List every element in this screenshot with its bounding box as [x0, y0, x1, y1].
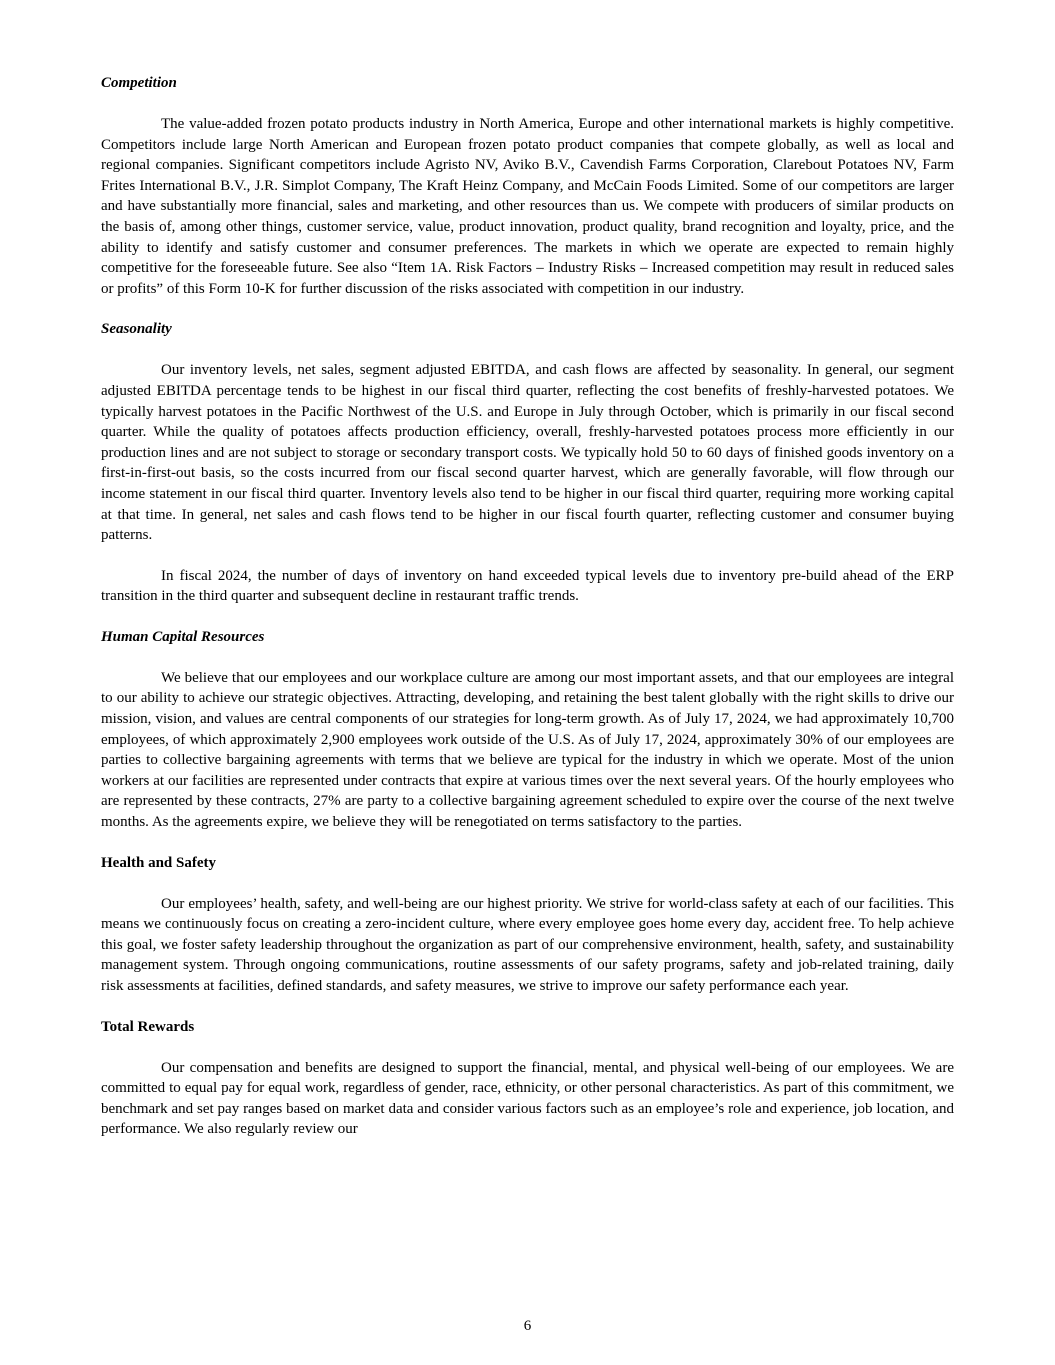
- page-number: 6: [523, 1318, 532, 1334]
- section-heading-seasonality: Seasonality: [101, 321, 172, 338]
- total-rewards-paragraph: Our compensation and benefits are designed to support the financial, mental, and physical well-being of our employees. We are committed to equal pay for equal work, regardless of gender, race, ethnicity, or other personal characteristics. As part of this commitment, we benchmark and set pay ranges based on market data and consider various factors such as an employee’s role and experience, job location, and performance. We also regularly review our: [101, 1059, 954, 1138]
- seasonality-paragraph-1: Our inventory levels, net sales, segment adjusted EBITDA, and cash flows are affected by seasonality. In general, our segment adjusted EBITDA percentage tends to be highest in our fiscal third quarter, reflecting the cost benefits of freshly-harvested potatoes. We typically harvest potatoes in the Pacific Northwest of the U.S. and Europe in July through October, which is primarily in our fiscal second quarter. While the quality of potatoes affects production efficiency, overall, freshly-harvested potatoes process more efficiently in our production lines and are not subject to storage or secondary transport costs. We typically hold 50 to 60 days of finished goods inventory on a first-in-first-out basis, so the costs incurred from our fiscal second quarter harvest, which are generally favorable, will flow through our income statement in our fiscal third quarter. Inventory levels also tend to be higher in our fiscal third quarter, requiring more working capital at that time. In general, net sales and cash flows tend to be higher in our fiscal fourth quarter, reflecting customer and consumer buying patterns.: [101, 362, 954, 544]
- section-heading-competition: Competition: [101, 75, 177, 91]
- health-safety-paragraph: Our employees’ health, safety, and well-being are our highest priority. We strive for world-class safety at each of our facilities. This means we continuously focus on creating a zero-incident culture, where every employee goes home every day, accident free. To help achieve this goal, we foster safety leadership throughout the organization as part of our comprehensive environment, health, safety, and sustainability management system. Through ongoing communications, routine assessments of our safety programs, safety and job-related training, daily risk assessments at facilities, defined standards, and safety measures, we strive to improve our safety performance each year.: [101, 895, 954, 994]
- section-heading-total-rewards: Total Rewards: [101, 1018, 195, 1035]
- seasonality-paragraph-2: In fiscal 2024, the number of days of inventory on hand exceeded typical levels due to inventory pre-build ahead of the ERP transition in the third quarter and subsequent decline in restaurant traffic trends.: [101, 567, 954, 605]
- section-heading-health-safety: Health and Safety: [101, 854, 217, 871]
- document-page: [101, 73, 954, 1160]
- competition-paragraph: The value-added frozen potato products industry in North America, Europe and other international markets is highly competitive. Competitors include large North American and European frozen potato product companies that compete globally, as well as local and regional companies. Significant competitors include Agristo NV, Aviko B.V., Cavendish Farms Corporation, Clarebout Potatoes NV, Farm Frites International B.V., J.R. Simplot Company, The Kraft Heinz Company, and McCain Foods Limited. Some of our competitors are larger and have substantially more financial, sales and marketing, and other resources than us. We compete with producers of similar products on the basis of, among other things, customer service, value, product innovation, product quality, brand recognition and loyalty, price, and the ability to identify and satisfy customer and consumer preferences. The markets in which we operate are expected to remain highly competitive for the foreseeable future. See also “Item 1A. Risk Factors – Industry Risks – Increased competition may result in reduced sales or profits” of this Form 10-K for further discussion of the risks associated with competition in our industry.: [101, 116, 954, 297]
- section-heading-human-capital: Human Capital Resources: [101, 628, 265, 645]
- human-capital-paragraph: We believe that our employees and our workplace culture are among our most important assets, and that our employees are integral to our ability to achieve our strategic objectives. Attracting, developing, and retaining the best talent globally with the right skills to drive our mission, vision, and values are central components of our strategies for long-term growth. As of July 17, 2024, we had approximately 10,700 employees, of which approximately 2,900 employees work outside of the U.S. As of July 17, 2024, approximately 30% of our employees are parties to collective bargaining agreements with terms that we believe are typical for the industry in which we operate. Most of the union workers at our facilities are represented under contracts that expire at various times over the next several years. Of the hourly employees who are represented by these contracts, 27% are party to a collective bargaining agreement scheduled to expire over the course of the next twelve months. As the agreements expire, we believe they will be renegotiated on terms satisfactory to the parties.: [101, 669, 954, 831]
